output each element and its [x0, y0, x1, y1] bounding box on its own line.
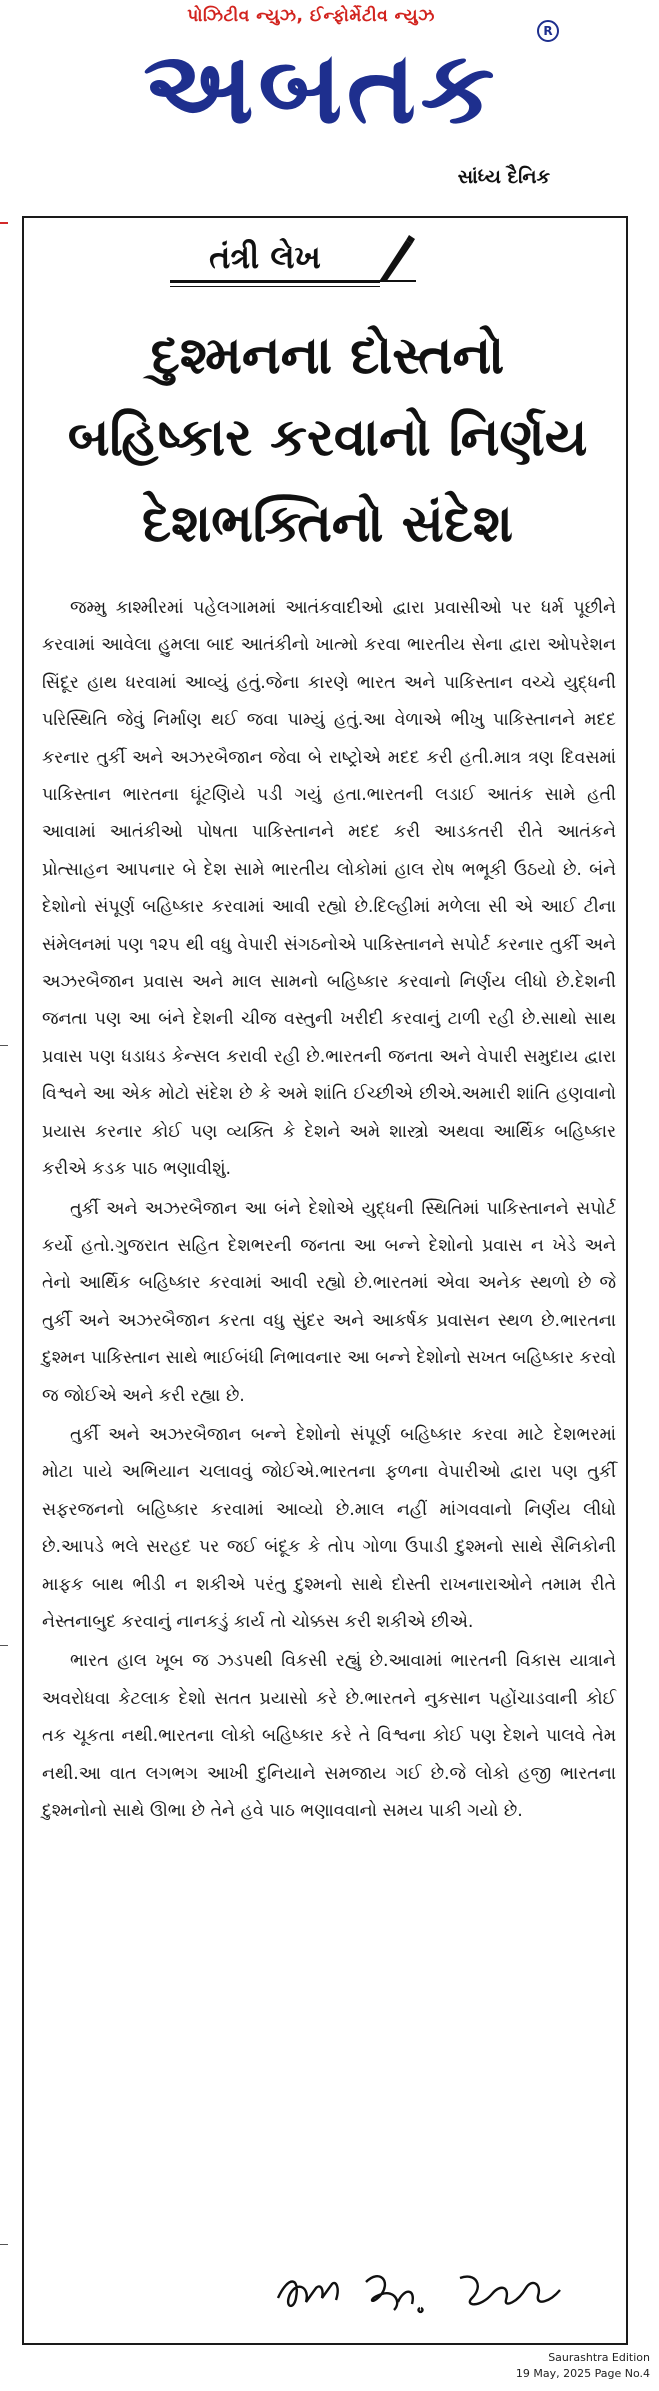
- masthead: [0, 0, 659, 200]
- article-body: [42, 590, 616, 1832]
- page-footer: [450, 2350, 650, 2382]
- gutter-mark: [0, 1645, 8, 1646]
- divider: [170, 286, 380, 287]
- signature-text: સતીશ કે. મહેતા: [270, 2326, 277, 2327]
- column-title: તંત્રી લેખ: [209, 238, 321, 276]
- gutter-mark: [0, 2244, 8, 2245]
- article-paragraph: ભારત હાલ ખૂબ જ ઝડપથી વિકસી રહ્યું છે.આવામાં ભારતની વિકાસ યાત્રાને અવરોધવા કેટલાક દેશો સતત પ્રયાસો કરે છે.ભારતને નુકસાન પહોંચાડવાની કોઈ તક ચૂકતા નથી.ભારતના લોકો બહિષ્કાર કરે તે વિશ્વના કોઈ પણ દેશને પાલવે તેમ નથી.આ વાત લગભગ આખી દુનિયાને સમજાય ગઈ છે.જે લોકો હજી ભારતના દુશ્મનોનો સાથે ઊભા છે તેને હવે પાઠ ભણાવવાનો સમય પાકી ગયો છે.: [42, 1651, 616, 1821]
- gutter-mark: [0, 1045, 8, 1046]
- headline-line-1: દુશ્મનના દોસ્તનો: [150, 326, 505, 386]
- headline-line-2: બહિષ્કાર કરવાનો નિર્ણય: [67, 408, 588, 468]
- pen-writing-icon: [376, 234, 416, 282]
- registered-mark-icon: R: [537, 20, 559, 42]
- editor-signature: [270, 2258, 610, 2328]
- column-banner: [170, 228, 410, 288]
- gutter-mark: [0, 222, 8, 224]
- article-paragraph: જમ્મુ કાશ્મીરમાં પહેલગામમાં આતંકવાદીઓ દ્વારા પ્રવાસીઓ પર ધર્મ પૂછીને કરવામાં આવેલા હુમલા બાદ આતંકીનો ખાત્મો કરવા ભારતીય સેના દ્વારા ઓપરેશન સિંદૂર હાથ ધરવામાં આવ્યું હતું.જેના કારણે ભારત અને પાકિસ્તાન વચ્ચે યુદ્ધની પરિસ્થિતિ જેવું નિર્માણ થઈ જવા પામ્યું હતું.આ વેળાએ ભીખુ પાકિસ્તાનને મદદ કરનાર તુર્કી અને અઝરબૈજાન જેવા બે રાષ્ટ્રોએ મદદ કરી હતી.માત્ર ત્રણ દિવસમાં પાકિસ્તાન ભારતના ઘૂંટણિયે પડી ગયું હતા.ભારતની લડાઈ આતંક સામે હતી આવામાં આતંકીઓ પોષતા પાકિસ્તાનને મદદ કરી આડકતરી રીતે આતંકને પ્રોત્સાહન આપનાર બે દેશ સામે ભારતીય લોકોમાં હાલ રોષ ભભૂકી ઉઠયો છે. બંને દેશોનો સંપૂર્ણ બહિષ્કાર કરવામાં આવી રહ્યો છે.દિલ્હીમાં મળેલા સી એ આઈ ટીના સંમેલનમાં પણ ૧૨૫ થી વધુ વેપારી સંગઠનોએ પાકિસ્તાનને સપોર્ટ કરનાર તુર્કી અને અઝરબૈજાન પ્રવાસ અને માલ સામનો બહિષ્કાર કરવાનો નિર્ણય લીધો છે.દેશની જનતા પણ આ બંને દેશની ચીજ વસ્તુની ખરીદી કરવાનું ટાળી રહી છે.સાથો સાથ પ્રવાસ પણ ધડાધડ કેન્સલ કરાવી રહી છે.ભારતની જનતા અને વેપારી સમુદાય દ્વારા વિશ્વને આ એક મોટો સંદેશ છે કે અમે શાંતિ ઈચ્છીએ છીએ.અમારી શાંતિ હણવાનો પ્રયાસ કરનાર કોઈ પણ વ્યક્તિ કે દેશને અમે શાસ્ત્રો અથવા આર્થિક બહિષ્કાર કરીએ કડક પાઠ ભણાવીશું.: [42, 598, 616, 1180]
- edition-type: સાંધ્ય દૈનિક: [457, 166, 550, 188]
- article-paragraph: તુર્કી અને અઝરબૈજાન આ બંને દેશોએ યુદ્ધની સ્થિતિમાં પાકિસ્તાનને સપોર્ટ કર્યો હતો.ગુજરાત સહિત દેશભરની જનતા આ બન્ને દેશોનો પ્રવાસ ન ખેડે અને તેનો આર્થિક બહિષ્કાર કરવામાં આવી રહ્યો છે.ભારતમાં એવા અનેક સ્થળો છે જે તુર્કી અને અઝરબૈજાન કરતા વધુ સુંદર અને આકર્ષક પ્રવાસન સ્થળ છે.ભારતના દુશ્મન પાકિસ્તાન સાથે ભાઈબંધી નિભાવનાર આ બન્ને દેશોનો સખત બહિષ્કાર કરવો જ જોઈએ અને કરી રહ્યા છે.: [42, 1198, 616, 1406]
- brand-logo: અબતક: [143, 29, 499, 146]
- article-paragraph: તુર્કી અને અઝરબૈજાન બન્ને દેશોનો સંપૂર્ણ બહિષ્કાર કરવા માટે દેશભરમાં મોટા પાયે અભિયાન ચલાવવું જોઈએ.ભારતના ફળના વેપારીઓ દ્વારા પણ તુર્કી સફરજનનો બહિષ્કાર કરવામાં આવ્યો છે.માલ નહીં માંગવવાનો નિર્ણય લીધો છે.આપડે ભલે સરહદ પર જઈ બંદૂક કે તોપ ગોળા ઉપાડી દુશ્મનો સાથે સૈનિકોની માફક બાથ ભીડી ન શકીએ પરંતુ દુશ્મનો સાથે દોસ્તી રાખનારાઓને તમામ રીતે નેસ્તનાબુદ કરવાનું નાનકડું કાર્ય તો ચોક્કસ કરી શકીએ છીએ.: [42, 1424, 616, 1632]
- divider: [170, 280, 380, 283]
- masthead-tagline: પોઝિટીવ ન્યુઝ, ઈન્ફોર્મેટીવ ન્યુઝ: [187, 6, 435, 26]
- headline-line-3: દેશભક્તિનો સંદેશ: [142, 494, 513, 554]
- date-page-label: 19 May, 2025 Page No.4: [515, 2367, 650, 2380]
- edition-label: Saurashtra Edition: [548, 2351, 650, 2364]
